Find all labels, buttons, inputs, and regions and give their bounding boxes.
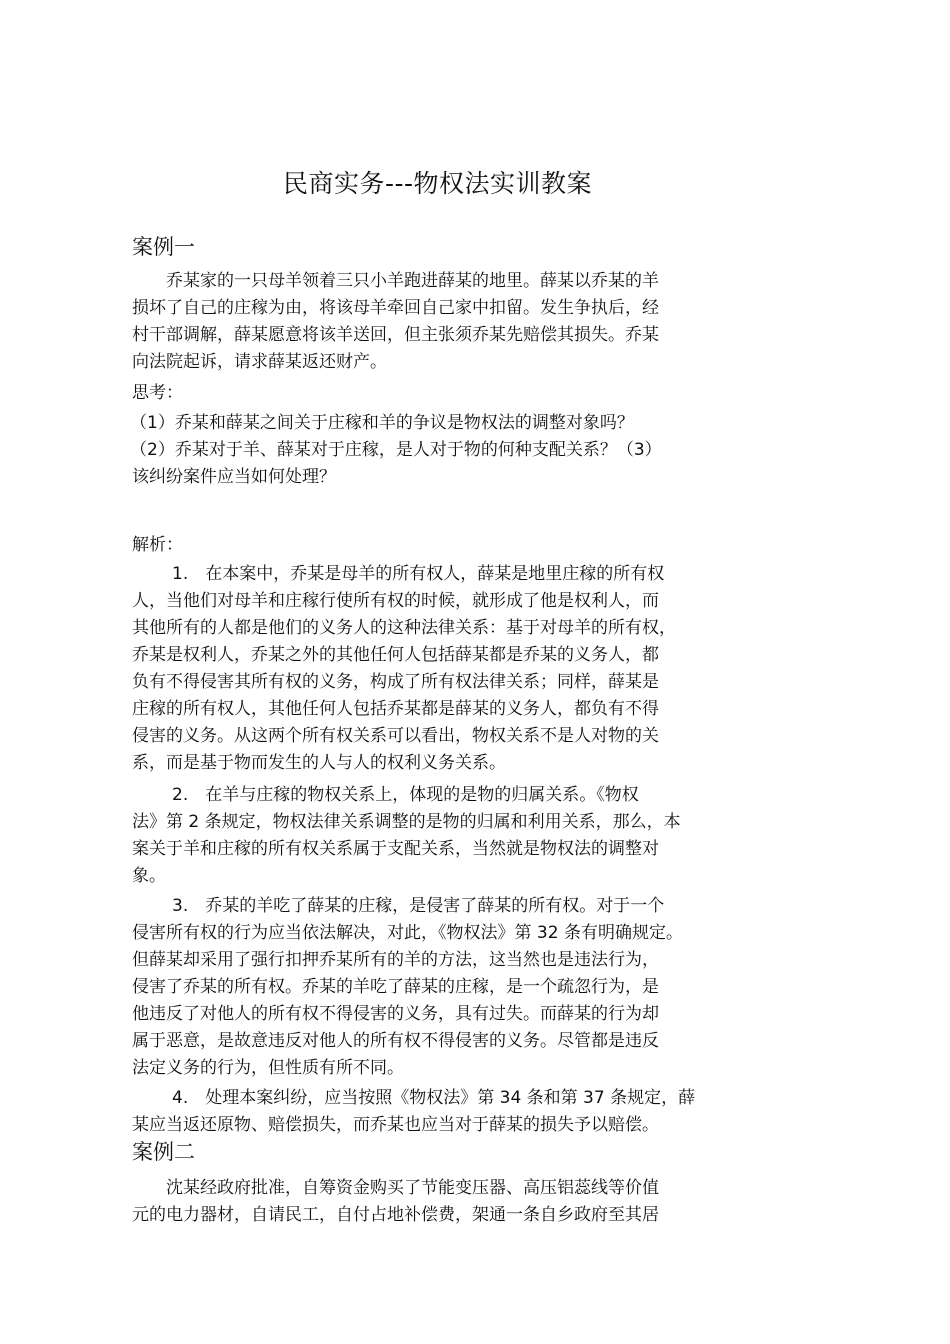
analysis-point-3	[132, 893, 744, 1082]
text-line: 侵害了乔某的所有权。乔某的羊吃了薛某的庄稼，是一个疏忽行为，是	[132, 977, 659, 997]
text-line: 元的电力器材，自请民工，自付占地补偿费，架通一条自乡政府至其居	[132, 1205, 659, 1225]
text-line: 庄稼的所有权人，其他任何人包括乔某都是薛某的义务人，都负有不得	[132, 699, 659, 719]
text-line: 侵害所有权的行为应当依法解决，对此，《物权法》第 32 条有明确规定。	[132, 923, 683, 943]
questions	[130, 410, 742, 491]
analysis-point-1	[132, 561, 744, 777]
document-title: 民商实务---物权法实训教案	[282, 169, 593, 198]
text-line: 侵害的义务。从这两个所有权关系可以看出，物权关系不是人对物的关	[132, 726, 659, 746]
text-line: 法》第 2 条规定，物权法律关系调整的是物的归属和利用关系，那么，本	[132, 812, 681, 832]
case2-story	[132, 1175, 744, 1229]
text-line: 但薛某却采用了强行扣押乔某所有的羊的方法，这当然也是违法行为，	[132, 950, 659, 970]
text-line: 向法院起诉，请求薛某返还财产。	[132, 352, 387, 372]
text-line: 2. 在羊与庄稼的物权关系上，体现的是物的归属关系。《物权	[172, 785, 639, 805]
analysis-point-4	[132, 1085, 744, 1139]
question-line: （2）乔某对于羊、薛某对于庄稼，是人对于物的何种支配关系？（3）	[130, 440, 662, 460]
text-line: 其他所有的人都是他们的义务人的这种法律关系：基于对母羊的所有权，	[132, 618, 676, 638]
text-line: 法定义务的行为，但性质有所不同。	[132, 1058, 404, 1078]
question-line: （1）乔某和薛某之间关于庄稼和羊的争议是物权法的调整对象吗？	[130, 413, 634, 433]
text-line: 乔某是权利人，乔某之外的其他任何人包括薛某都是乔某的义务人，都	[132, 645, 659, 665]
text-line: 3. 乔某的羊吃了薛某的庄稼，是侵害了薛某的所有权。对于一个	[172, 896, 665, 916]
text-line: 象。	[132, 866, 166, 886]
text-line: 乔某家的一只母羊领着三只小羊跑进薛某的地里。薛某以乔某的羊	[166, 271, 659, 291]
text-line: 负有不得侵害其所有权的义务，构成了所有权法律关系；同样，薛某是	[132, 672, 659, 692]
question-line: 该纠纷案件应当如何处理？	[132, 467, 336, 487]
text-line: 村干部调解，薛某愿意将该羊送回，但主张须乔某先赔偿其损失。乔某	[132, 325, 659, 345]
text-line: 1. 在本案中，乔某是母羊的所有权人，薛某是地里庄稼的所有权	[172, 564, 665, 584]
text-line: 某应当返还原物、赔偿损失，而乔某也应当对于薛某的损失予以赔偿。	[132, 1115, 659, 1135]
analysis-point-2	[132, 782, 744, 890]
case2-heading: 案例二	[132, 1140, 195, 1164]
text-line: 损坏了自己的庄稼为由，将该母羊牵回自己家中扣留。发生争执后，经	[132, 298, 659, 318]
text-line: 属于恶意，是故意违反对他人的所有权不得侵害的义务。尽管都是违反	[132, 1031, 659, 1051]
text-line: 人，当他们对母羊和庄稼行使所有权的时候，就形成了他是权利人，而	[132, 591, 659, 611]
case1-heading: 案例一	[132, 235, 195, 259]
text-line: 系，而是基于物而发生的人与人的权利义务关系。	[132, 753, 506, 773]
text-line: 案关于羊和庄稼的所有权关系属于支配关系，当然就是物权法的调整对	[132, 839, 659, 859]
case1-story	[132, 268, 744, 376]
text-line: 他违反了对他人的所有权不得侵害的义务，具有过失。而薛某的行为却	[132, 1004, 659, 1024]
analysis-label: 解析：	[132, 535, 183, 555]
text-line: 4. 处理本案纠纷，应当按照《物权法》第 34 条和第 37 条规定，薛	[172, 1088, 696, 1108]
text-line: 沈某经政府批准，自筹资金购买了节能变压器、高压铝蕊线等价值	[166, 1178, 659, 1198]
think-label: 思考：	[132, 383, 183, 403]
